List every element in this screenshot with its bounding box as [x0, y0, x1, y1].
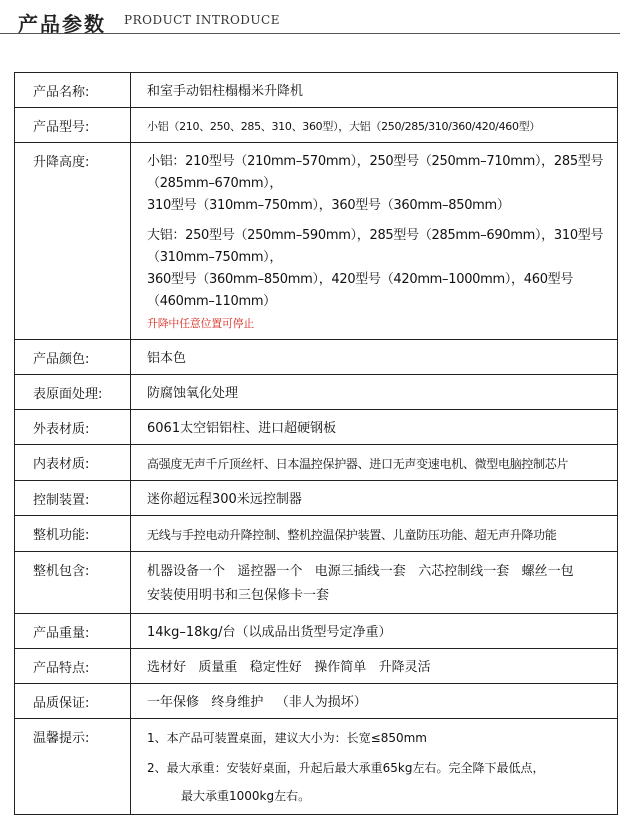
row-value: 选材好 质量重 稳定性好 操作简单 升降灵活 [131, 649, 618, 684]
small-model-heights-1: 小铝：210型号（210mm–570mm），250型号（250mm–710mm），285型号（285mm–670mm）， [147, 154, 604, 191]
package-line-2: 安装使用明书和三包保修卡一套 [147, 588, 330, 603]
row-value: 6061太空铝铝柱、进口超硬钢板 [131, 410, 618, 445]
row-label: 整机功能: [15, 516, 131, 552]
row-functions [15, 516, 618, 552]
tip-line-1: 1、本产品可装置桌面，建议大小为：长宽≤850mm [147, 731, 427, 745]
tip-line-3: 最大承重1000kg左右。 [181, 789, 311, 803]
row-inner-material [15, 445, 618, 481]
row-surface [15, 375, 618, 410]
large-model-heights-2: 360型号（360mm–850mm），420型号（420mm–1000mm），460型号（460mm–110mm） [147, 272, 574, 309]
section-title: 产品参数 [18, 12, 106, 36]
row-product-name [15, 73, 618, 108]
row-product-model [15, 108, 618, 143]
tip-line-2: 2、最大承重：安装好桌面，升起后最大承重65kg左右。完全降下最低点， [147, 761, 545, 775]
row-value [131, 719, 618, 815]
row-label: 产品颜色: [15, 340, 131, 375]
row-label: 控制装置: [15, 481, 131, 516]
row-value: 防腐蚀氧化处理 [131, 375, 618, 410]
row-label: 产品名称: [15, 73, 131, 108]
stop-anywhere-note: 升降中任意位置可停止 [147, 317, 254, 330]
row-label: 升降高度: [15, 143, 131, 340]
row-label: 外表材质: [15, 410, 131, 445]
row-value: 高强度无声千斤顶丝杆、日本温控保护器、进口无声变速电机、微型电脑控制芯片 [147, 457, 569, 471]
row-lift-height [15, 143, 618, 340]
row-value: 铝本色 [131, 340, 618, 375]
row-package [15, 552, 618, 614]
row-label: 表原面处理: [15, 375, 131, 410]
row-value: 无线与手控电动升降控制、整机控温保护装置、儿童防压功能、超无声升降功能 [147, 528, 557, 542]
row-label: 产品重量: [15, 614, 131, 649]
row-features [15, 649, 618, 684]
row-label: 内表材质: [15, 445, 131, 481]
row-tips [15, 719, 618, 815]
row-label: 温馨提示: [15, 719, 131, 815]
row-label: 品质保证: [15, 684, 131, 719]
row-value: 一年保修 终身维护 （非人为损坏） [131, 684, 618, 719]
row-value: 14kg–18kg/台（以成品出货型号定净重） [131, 614, 618, 649]
section-subtitle: PRODUCT INTRODUCE [124, 13, 280, 27]
package-line-1: 机器设备一个 遥控器一个 电源三插线一套 六芯控制线一套 螺丝一包 [147, 564, 574, 579]
page-header [0, 0, 620, 36]
row-control [15, 481, 618, 516]
small-model-heights-2: 310型号（310mm–750mm），360型号（360mm–850mm） [147, 198, 510, 213]
row-weight [15, 614, 618, 649]
product-params-table [14, 72, 618, 815]
row-value: 小铝（210、250、285、310、360型），大铝（250/285/310/360/420/460型） [147, 120, 541, 133]
row-label: 产品特点: [15, 649, 131, 684]
row-value [131, 143, 618, 340]
row-outer-material [15, 410, 618, 445]
large-model-heights-1: 大铝：250型号（250mm–590mm），285型号（285mm–690mm），310型号（310mm–750mm）， [147, 228, 604, 265]
header-divider [0, 33, 620, 34]
row-value [131, 552, 618, 614]
row-warranty [15, 684, 618, 719]
row-label: 整机包含: [15, 552, 131, 614]
row-value: 迷你超远程300米远控制器 [131, 481, 618, 516]
row-value: 和室手动铝柱榻榻米升降机 [131, 73, 618, 108]
row-label: 产品型号: [15, 108, 131, 143]
row-color [15, 340, 618, 375]
